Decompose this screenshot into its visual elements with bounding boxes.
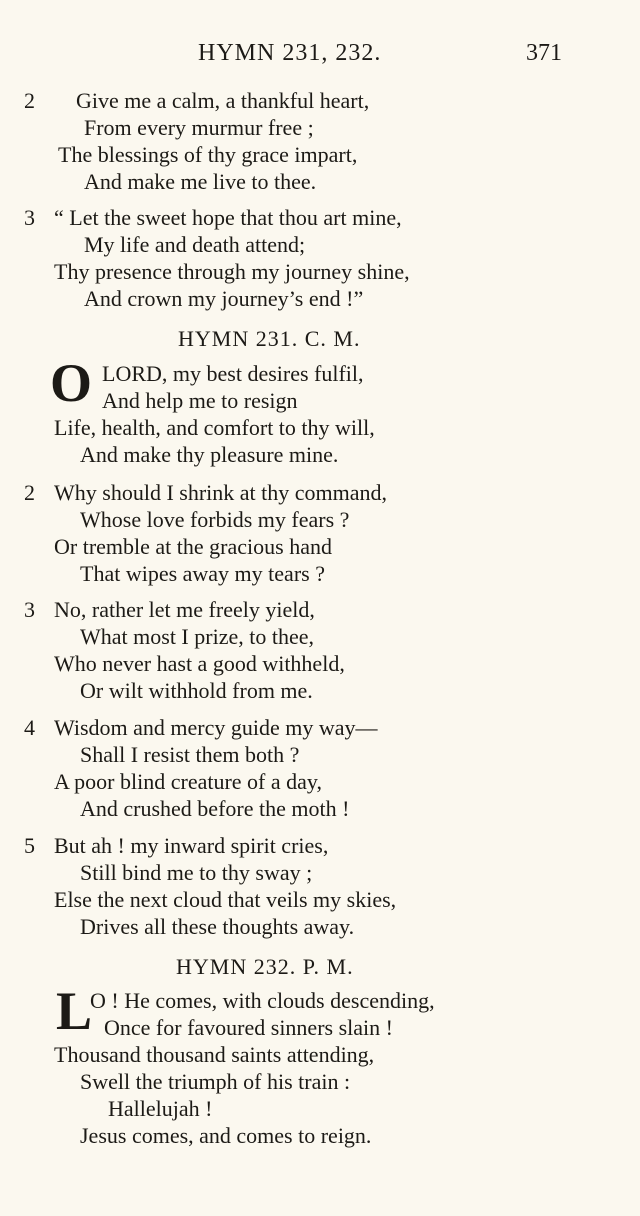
verse-line: Give me a calm, a thankful heart,	[76, 88, 370, 113]
verse-line: And make thy pleasure mine.	[80, 442, 339, 467]
verse-line: My life and death attend;	[84, 232, 306, 257]
verse-line: Thousand thousand saints attending,	[54, 1042, 375, 1067]
hymn-231-title: HYMN 231. C. M.	[178, 326, 361, 351]
drop-cap-o: O	[50, 353, 93, 413]
page-number: 371	[526, 40, 562, 66]
verse-line: And help me to resign	[102, 388, 298, 413]
verse-line: No, rather let me freely yield,	[54, 597, 315, 622]
verse-line: LORD, my best desires fulfil,	[102, 361, 364, 386]
drop-cap-l: L	[56, 981, 93, 1041]
verse-line: And make me live to thee.	[84, 169, 317, 194]
verse-line: Hallelujah !	[108, 1096, 213, 1121]
verse-line: Whose love forbids my fears ?	[80, 507, 350, 532]
verse-line: Still bind me to thy sway ;	[80, 860, 313, 885]
stanza-number: 3	[24, 205, 35, 230]
stanza-number: 3	[24, 597, 35, 622]
verse-line: Or wilt withhold from me.	[80, 678, 313, 703]
verse-line: Wisdom and mercy guide my way—	[54, 715, 378, 740]
running-title: HYMN 231, 232.	[198, 40, 382, 66]
verse-line: A poor blind creature of a day,	[54, 769, 322, 794]
page-header	[0, 40, 640, 80]
verse-line: “ Let the sweet hope that thou art mine,	[54, 205, 402, 230]
verse-line: Drives all these thoughts away.	[80, 914, 355, 939]
verse-line: From every murmur free ;	[84, 115, 314, 140]
stanza-number: 2	[24, 88, 35, 113]
verse-line: Who never hast a good withheld,	[54, 651, 345, 676]
hymn-232-title: HYMN 232. P. M.	[176, 954, 354, 979]
verse-line: And crushed before the moth !	[80, 796, 350, 821]
verse-line: What most I prize, to thee,	[80, 624, 314, 649]
stanza-number: 5	[24, 833, 35, 858]
verse-line: And crown my journey’s end !”	[84, 286, 364, 311]
verse-line: Else the next cloud that veils my skies,	[54, 887, 397, 912]
verse-line: Life, health, and comfort to thy will,	[54, 415, 375, 440]
verse-line: O ! He comes, with clouds descending,	[90, 988, 435, 1013]
verse-line: That wipes away my tears ?	[80, 561, 325, 586]
verse-line: The blessings of thy grace impart,	[58, 142, 358, 167]
verse-line: Swell the triumph of his train :	[80, 1069, 351, 1094]
verse-line: Why should I shrink at thy command,	[54, 480, 388, 505]
stanza-number: 4	[24, 715, 35, 740]
stanza-number: 2	[24, 480, 35, 505]
verse-line: Shall I resist them both ?	[80, 742, 300, 767]
verse-line: Jesus comes, and comes to reign.	[80, 1123, 372, 1148]
verse-line: Or tremble at the gracious hand	[54, 534, 332, 559]
verse-line: Once for favoured sinners slain !	[104, 1015, 393, 1040]
verse-line: Thy presence through my journey shine,	[54, 259, 410, 284]
verse-line: But ah ! my inward spirit cries,	[54, 833, 329, 858]
